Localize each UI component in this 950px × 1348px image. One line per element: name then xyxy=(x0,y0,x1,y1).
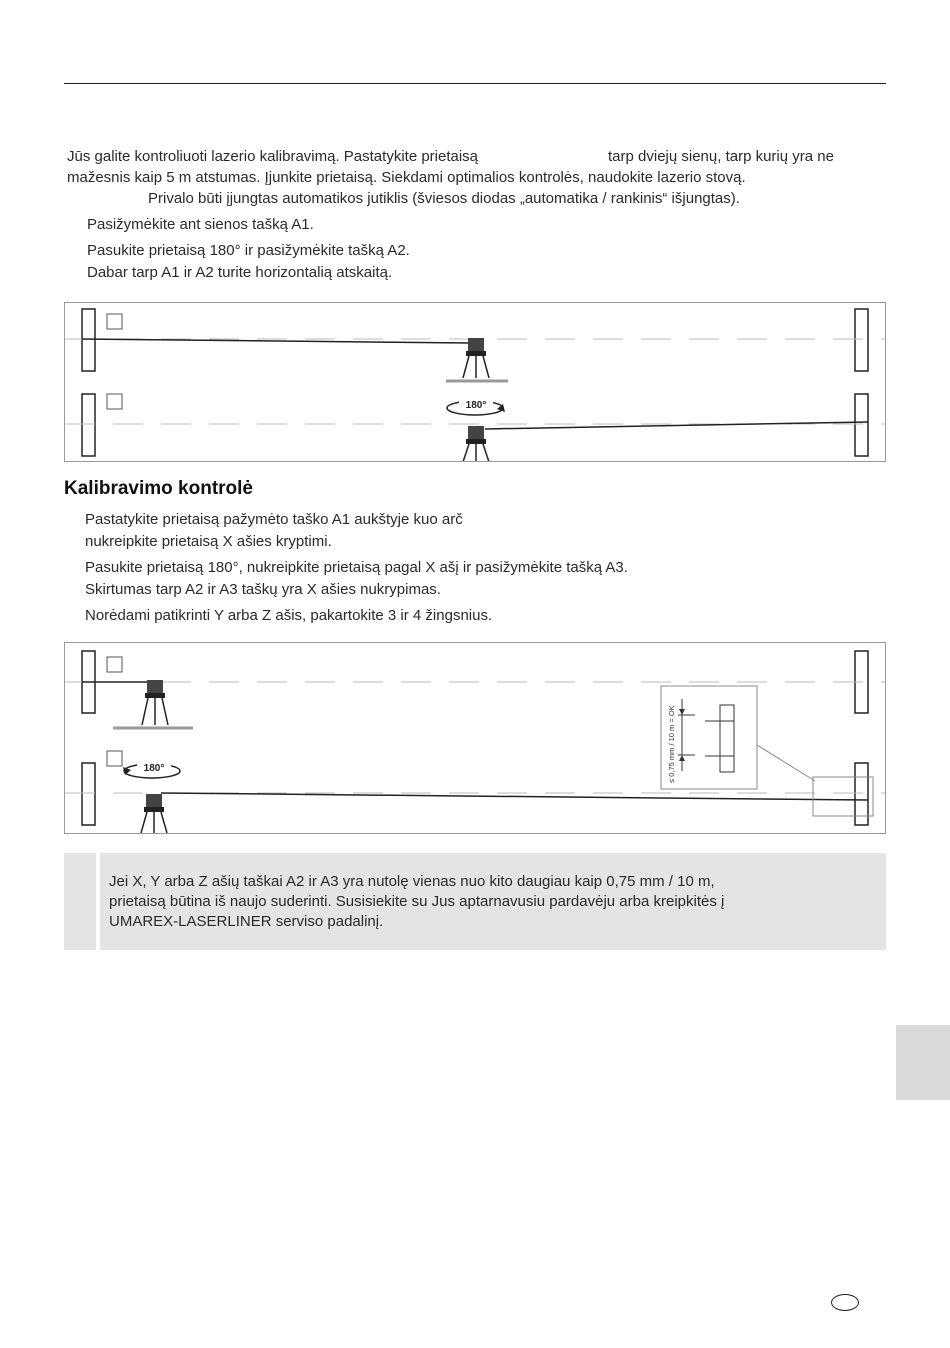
tolerance-label: ≤ 0,75 mm / 10 m = OK xyxy=(667,705,676,783)
language-tab-marker xyxy=(896,1025,950,1100)
figure-calibration-check xyxy=(64,642,886,834)
wall-right-1 xyxy=(855,309,868,371)
step-marker-3 xyxy=(107,657,122,672)
step-1-text: Pasižymėkite ant sienos tašką A1. xyxy=(87,216,314,233)
step-4-text: Pasukite prietaisą 180°, nukreipkite prietaisą pagal X ašį ir pasižymėkite tašką A3. xyxy=(85,559,628,576)
wall-left-1 xyxy=(82,309,95,371)
rotation-label-2: 180° xyxy=(143,763,165,774)
intro-line-2: mažesnis kaip 5 m atstumas. Įjunkite prietaisą. Siekdami optimalios kontrolės, naudokite lazerio stovą. xyxy=(67,169,746,186)
note-line-2: prietaisą būtina iš naujo suderinti. Susisiekite su Jus aptarnavusiu pardavėju arba kreipkitės į xyxy=(109,893,725,910)
step-marker-2 xyxy=(107,394,122,409)
step-4-result: Skirtumas tarp A2 ir A3 taškų yra X ašies nukrypimas. xyxy=(85,581,441,598)
header-rule xyxy=(64,83,886,84)
laser-beam-4 xyxy=(161,793,868,800)
inset-pointer xyxy=(757,745,815,781)
section-title: Kalibravimo kontrolė xyxy=(64,478,253,499)
laser-device-2 xyxy=(463,426,489,461)
figure-1-drawing xyxy=(65,303,885,461)
intro-line-3: Privalo būti įjungtas automatikos jutiklis (šviesos diodas „automatika / rankinis“ išjungtas). xyxy=(148,190,740,207)
wall-left-2 xyxy=(82,394,95,456)
step-3-text-cont: nukreipkite prietaisą X ašies kryptimi. xyxy=(85,533,332,550)
wall-right-2 xyxy=(855,394,868,456)
note-line-3: UMAREX-LASERLINER serviso padalinį. xyxy=(109,913,384,930)
step-3-text: Pastatykite prietaisą pažymėto taško A1 aukštyje kuo arč xyxy=(85,511,463,528)
warning-note-box xyxy=(64,853,886,950)
inset-wall xyxy=(720,705,734,772)
laser-device-4 xyxy=(141,794,167,833)
step-marker-4 xyxy=(107,751,122,766)
step-5-text: Norėdami patikrinti Y arba Z ašis, pakartokite 3 ir 4 žingsnius. xyxy=(85,607,493,624)
figure-horizontal-reference xyxy=(64,302,886,462)
figure-2-drawing xyxy=(65,643,885,833)
step-marker-1 xyxy=(107,314,122,329)
laser-device-1 xyxy=(463,338,489,378)
language-badge xyxy=(831,1294,859,1311)
laser-device-3 xyxy=(142,680,168,725)
intro-line-1: Jūs galite kontroliuoti lazerio kalibravimą. Pastatykite prietaisą xyxy=(67,148,479,165)
wall-left-4 xyxy=(82,763,95,825)
laser-beam-1 xyxy=(82,339,472,343)
laser-beam-2 xyxy=(485,422,868,429)
step-2-text: Pasukite prietaisą 180° ir pasižymėkite tašką A2. xyxy=(87,242,410,259)
intro-line-1b: tarp dviejų sienų, tarp kurių yra ne xyxy=(608,148,834,165)
step-2-result: Dabar tarp A1 ir A2 turite horizontalią atskaitą. xyxy=(87,264,393,281)
rotation-label-1: 180° xyxy=(465,400,487,411)
note-line-1: Jei X, Y arba Z ašių taškai A2 ir A3 yra nutolę vienas nuo kito daugiau kaip 0,75 mm / 10 m, xyxy=(109,873,715,890)
